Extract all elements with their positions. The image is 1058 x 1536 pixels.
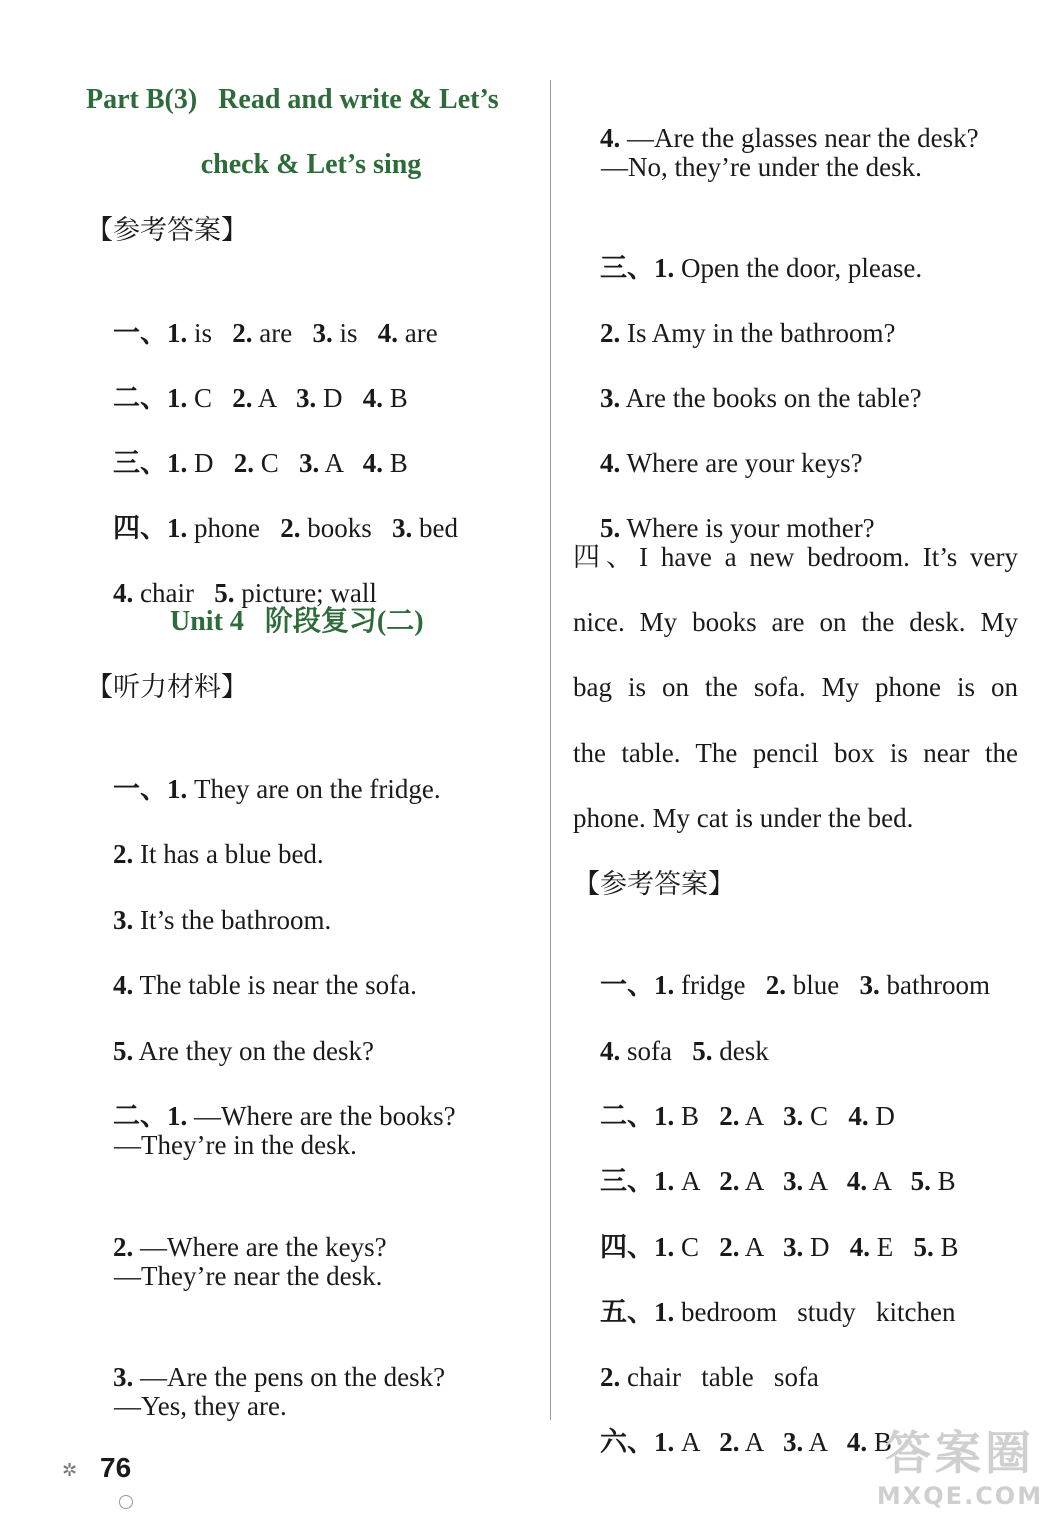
item-text: A — [739, 1427, 784, 1457]
item-label: 二、1. — [113, 383, 188, 413]
sentence-line — [573, 344, 922, 413]
sentence-line — [573, 214, 923, 283]
item-label: 2. — [719, 1166, 740, 1196]
sentence-line — [573, 279, 896, 348]
item-text: B — [930, 1166, 956, 1196]
answer-header: 【参考答案】 — [86, 215, 248, 245]
item-text: books — [300, 513, 392, 543]
item-label: 4. — [362, 383, 384, 413]
item-label: 一、1. — [113, 318, 188, 348]
item-text: B — [383, 383, 408, 413]
watermark-logo — [870, 1425, 1050, 1525]
item-text: B — [383, 448, 408, 478]
item-label: 4. — [600, 123, 621, 153]
item-label: 2. — [765, 970, 786, 1000]
listening-line — [86, 997, 374, 1066]
sentence-line — [573, 474, 875, 543]
listening-line — [86, 735, 441, 804]
item-text: D — [803, 1232, 850, 1262]
item-text: Is Amy in the bathroom? — [620, 318, 896, 348]
passage-line: nice. My books are on the desk. My — [573, 607, 1018, 637]
item-text: A — [252, 383, 297, 413]
passage-line: 四、I have a new bedroom. It’s very — [573, 542, 1018, 572]
answer-line-4 — [86, 474, 458, 543]
answer-line-3 — [86, 409, 408, 478]
item-label: 三、1. — [600, 253, 675, 283]
item-label: 4. — [849, 1232, 871, 1262]
item-text: are — [252, 318, 313, 348]
item-label: 一、1. — [600, 970, 675, 1000]
answer-line — [573, 1323, 819, 1392]
listening-line — [86, 931, 417, 1000]
item-text: —Are the glasses near the desk? — [620, 123, 979, 153]
item-label: 3. — [392, 513, 413, 543]
circle-icon — [119, 1495, 133, 1509]
item-text: D — [187, 448, 234, 478]
item-text: A — [319, 448, 363, 478]
item-label: 3. — [296, 383, 317, 413]
item-label: 2. — [232, 383, 253, 413]
item-label: 4. — [362, 448, 384, 478]
item-text: C — [803, 1101, 849, 1131]
item-text: —Where are the keys? — [133, 1232, 387, 1262]
item-text: bathroom — [879, 970, 990, 1000]
item-label: 4. — [600, 448, 621, 478]
dialog-reply: —They’re near the desk. — [114, 1261, 383, 1291]
item-text: The table is near the sofa. — [133, 970, 417, 1000]
answer-line-2 — [86, 344, 408, 413]
item-label: 二、1. — [600, 1101, 675, 1131]
watermark-text: 答案圈 — [885, 1426, 1035, 1480]
answer-line — [573, 931, 990, 1000]
section-title-line-2: check & Let’s sing — [200, 149, 422, 180]
item-label: 四、1. — [600, 1232, 675, 1262]
item-label: 三、1. — [600, 1166, 675, 1196]
item-label: 5. — [913, 1232, 934, 1262]
item-text: C — [254, 448, 300, 478]
item-label: 2. — [280, 513, 301, 543]
item-text: Are they on the desk? — [133, 1036, 374, 1066]
item-text: A — [739, 1232, 784, 1262]
unit-title: Unit 4 阶段复习(二) — [170, 606, 424, 637]
item-text: Where are your keys? — [620, 448, 863, 478]
item-text: Are the books on the table? — [620, 383, 922, 413]
item-label: 3. — [299, 448, 320, 478]
item-label: 2. — [600, 318, 621, 348]
item-label: 4. — [848, 1101, 869, 1131]
item-label: 2. — [113, 1232, 134, 1262]
item-text: —Are the pens on the desk? — [133, 1362, 446, 1392]
dialog-line — [86, 1323, 446, 1392]
item-text: Open the door, please. — [674, 253, 923, 283]
item-text: They are on the fridge. — [187, 774, 441, 804]
item-label: 3. — [113, 1362, 134, 1392]
item-label: 5. — [600, 513, 621, 543]
item-label: 三、1. — [113, 448, 188, 478]
dialog-reply: —They’re in the desk. — [114, 1130, 357, 1160]
answer-line-5 — [86, 539, 377, 608]
item-label: 2. — [719, 1101, 740, 1131]
item-text: A — [674, 1166, 720, 1196]
item-text: is — [332, 318, 378, 348]
item-text: Where is your mother? — [620, 513, 875, 543]
item-label: 3. — [783, 1101, 804, 1131]
item-text: D — [316, 383, 363, 413]
item-label: 3. — [600, 383, 621, 413]
item-text: B — [674, 1101, 720, 1131]
item-label: 5. — [910, 1166, 931, 1196]
item-text: desk — [712, 1036, 769, 1066]
item-label: 5. — [214, 578, 235, 608]
item-label: 3. — [312, 318, 333, 348]
item-label: 四、1. — [113, 513, 188, 543]
item-text: A — [803, 1427, 847, 1457]
item-text: bedroom study kitchen — [674, 1297, 956, 1327]
passage-line: bag is on the sofa. My phone is on — [573, 672, 1018, 702]
item-text: B — [867, 1427, 892, 1457]
item-label: 2. — [719, 1232, 740, 1262]
item-text: D — [868, 1101, 895, 1131]
item-text: sofa — [620, 1036, 693, 1066]
answer-line — [573, 1258, 956, 1327]
item-label: 4. — [846, 1166, 868, 1196]
answer-line — [573, 1388, 892, 1457]
item-label: 4. — [600, 1036, 621, 1066]
item-label: 4. — [113, 970, 134, 1000]
item-label: 5. — [692, 1036, 713, 1066]
item-label: 5. — [113, 1036, 134, 1066]
column-divider — [550, 80, 551, 1420]
item-text: chair — [133, 578, 215, 608]
listening-header: 【听力材料】 — [86, 672, 248, 702]
sentence-line — [573, 409, 863, 478]
item-text: B — [933, 1232, 959, 1262]
item-label: 五、1. — [600, 1297, 675, 1327]
page-number: 76 — [100, 1452, 132, 1483]
item-label: 3. — [783, 1427, 804, 1457]
dialog-line — [86, 1062, 456, 1131]
item-text: A — [674, 1427, 720, 1457]
item-text: E — [870, 1232, 914, 1262]
item-text: bed — [412, 513, 458, 543]
item-text: It’s the bathroom. — [133, 905, 332, 935]
item-label: 2. — [232, 318, 253, 348]
item-text: blue — [785, 970, 860, 1000]
passage-line: the table. The pencil box is near the — [573, 738, 1018, 768]
item-label: 2. — [719, 1427, 740, 1457]
item-text: chair table sofa — [620, 1362, 819, 1392]
dialog-reply: —Yes, they are. — [114, 1391, 287, 1421]
item-text: phone — [187, 513, 281, 543]
answer-line-1 — [86, 279, 438, 348]
item-text: A — [867, 1166, 911, 1196]
item-label: 六、1. — [600, 1427, 675, 1457]
answer-line — [573, 997, 769, 1066]
item-text: —Where are the books? — [187, 1101, 456, 1131]
answer-line — [573, 1062, 895, 1131]
listening-line — [86, 800, 324, 869]
passage-line: phone. My cat is under the bed. — [573, 803, 914, 833]
item-text: C — [187, 383, 233, 413]
item-text: are — [398, 318, 438, 348]
section-title-line-1: Part B(3) Read and write & Let’s — [86, 84, 499, 115]
item-text: is — [187, 318, 233, 348]
item-label: 2. — [233, 448, 254, 478]
dialog-reply: —No, they’re under the desk. — [601, 152, 922, 182]
item-label: 3. — [113, 905, 134, 935]
item-text: It has a blue bed. — [133, 839, 324, 869]
answer-line — [573, 1127, 956, 1196]
item-label: 3. — [859, 970, 880, 1000]
item-text: fridge — [674, 970, 766, 1000]
sparkle-icon: ✲ — [62, 1460, 78, 1480]
answer-header: 【参考答案】 — [573, 869, 735, 899]
item-label: 一、1. — [113, 774, 188, 804]
item-label: 3. — [783, 1166, 804, 1196]
listening-line — [86, 866, 332, 935]
item-label: 4. — [113, 578, 134, 608]
item-text: picture; wall — [234, 578, 377, 608]
dialog-line — [86, 1193, 387, 1262]
item-label: 2. — [113, 839, 134, 869]
item-label: 4. — [377, 318, 398, 348]
item-label: 3. — [783, 1232, 804, 1262]
item-text: C — [674, 1232, 720, 1262]
item-label: 4. — [846, 1427, 868, 1457]
item-label: 2. — [600, 1362, 621, 1392]
dialog-line — [573, 84, 979, 153]
item-text: A — [739, 1101, 784, 1131]
answer-line — [573, 1193, 959, 1262]
item-text: A — [803, 1166, 847, 1196]
item-text: A — [739, 1166, 784, 1196]
item-label: 二、1. — [113, 1101, 188, 1131]
watermark-url: MXQE.COM — [876, 1482, 1044, 1510]
